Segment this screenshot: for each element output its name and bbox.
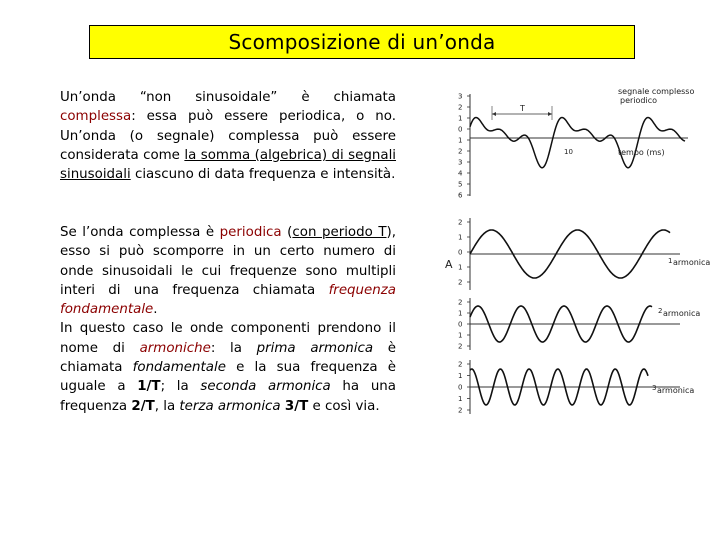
title-banner (89, 25, 635, 59)
complex-tick-label: 3 (458, 92, 463, 101)
h1-tick-label: 2 (458, 278, 463, 287)
h1-tick-label: 2 (458, 218, 463, 227)
p3-text-4: e la sua frequenza è uguale a (60, 360, 396, 395)
complex-tick-label: 1 (458, 136, 463, 145)
p3-text-6: ha una frequenza (60, 379, 396, 414)
p1-complessa: complessa (60, 109, 132, 125)
p1-somma: la somma (algebrica) di segnali sinusoidali (60, 147, 397, 183)
paragraph-periodic (60, 223, 396, 416)
complex-tick-label: 1 (458, 114, 463, 123)
h3-tick-label: 0 (458, 383, 463, 392)
p2-text-1: Se l’onda complessa è (60, 225, 220, 240)
h1-tick-label: 0 (458, 248, 463, 257)
h2-tick-label: 1 (458, 309, 463, 318)
p3-3-over-t: 3/T (284, 398, 309, 414)
h3-tick-label: 1 (458, 395, 463, 403)
p3-text-5: ; la (160, 379, 201, 395)
p3-2-over-t: 2/T (131, 398, 155, 414)
harmonic2-panel (458, 298, 700, 351)
h3-sup: 3 (652, 384, 657, 392)
complex-tick-label: 6 (458, 191, 463, 200)
p3-terza-armonica: terza armonica (179, 398, 281, 414)
complex-tick-label: 2 (458, 103, 463, 112)
h3-tick-label: 2 (458, 360, 463, 369)
complex-tick-label: 2 (458, 147, 463, 156)
h1-tick-label: 1 (458, 233, 463, 242)
h1-tick-label: 1 (458, 263, 463, 272)
h3-tick-label: 1 (458, 372, 463, 380)
time-label: tempo (ms) (618, 148, 665, 157)
h1-sup: 1 (668, 257, 673, 265)
h2-label: armonica (663, 309, 701, 318)
slide-title: Scomposizione di un’onda (228, 30, 496, 54)
h2-sup: 2 (658, 307, 663, 315)
period-arrow-head-right (548, 112, 552, 116)
paragraph-intro (60, 88, 396, 184)
h1-y-ticks (458, 219, 470, 287)
p3-seconda-armonica: seconda armonica (200, 379, 331, 395)
h2-y-ticks (458, 299, 470, 351)
complex-tick-label: 5 (458, 180, 463, 189)
p2-periodica: periodica (219, 225, 282, 240)
complex-label-2: periodico (620, 96, 657, 105)
p2-frequenza-fondamentale: frequenza fondamentale (60, 282, 396, 318)
p3-text-3: è chiamata (60, 340, 396, 376)
period-arrow-head-left (492, 112, 496, 116)
p3-fondamentale: fondamentale (132, 360, 226, 376)
complex-signal-panel (458, 87, 694, 200)
h1-label: armonica (673, 258, 711, 267)
h2-tick-label: 1 (458, 331, 463, 340)
complex-tick-label: 3 (458, 158, 463, 167)
harmonic3-panel (458, 360, 694, 415)
waveform-svg (440, 80, 711, 425)
p3-1-over-t: 1/T (137, 379, 161, 395)
waveform-figure (440, 80, 711, 425)
p2-text-3: ), esso si può scomporre in un certo numero di onde sinusoidali le cui frequenze sono multipli interi di una frequenza chiamata (60, 225, 396, 298)
h2-tick-label: 2 (458, 342, 463, 351)
complex-label-1: segnale complesso (618, 87, 695, 96)
h3-y-ticks (458, 361, 470, 415)
h3-tick-label: 2 (458, 406, 463, 415)
p3-armoniche: armoniche (139, 340, 211, 356)
p2-text-2: ( (281, 225, 293, 240)
complex-wave (470, 118, 685, 168)
period-label: T (520, 104, 525, 113)
h2-tick-label: 0 (458, 320, 463, 329)
h2-tick-label: 2 (458, 298, 463, 307)
p3-text-8: e così via. (308, 398, 380, 414)
p2-periodo: con periodo T (292, 225, 387, 240)
p3-text-7: , la (154, 398, 180, 414)
harmonic1-panel (458, 218, 710, 290)
amplitude-label: A (445, 258, 453, 271)
h3-label: armonica (657, 386, 695, 395)
p3-prima-armonica: prima armonica (256, 340, 374, 356)
p3-text-2: : la (210, 340, 257, 356)
complex-tick-label: 0 (458, 125, 463, 134)
complex-y-ticks (458, 93, 470, 200)
complex-tick-label: 4 (458, 169, 463, 178)
p2-text-4: . (153, 302, 158, 318)
p1-text-3: ciascuno di data frequenza e intensità. (130, 167, 396, 183)
p1-text-1: Un’onda “non sinusoidale” è chiamata (60, 90, 396, 105)
p3-text-1: In questo caso le onde componenti prendono il nome di (60, 321, 396, 356)
p1-text-2: : essa può essere periodica, o no. Un’onda (o segnale) complessa può essere considerata come (60, 109, 396, 163)
tick-10: 10 (564, 148, 573, 156)
